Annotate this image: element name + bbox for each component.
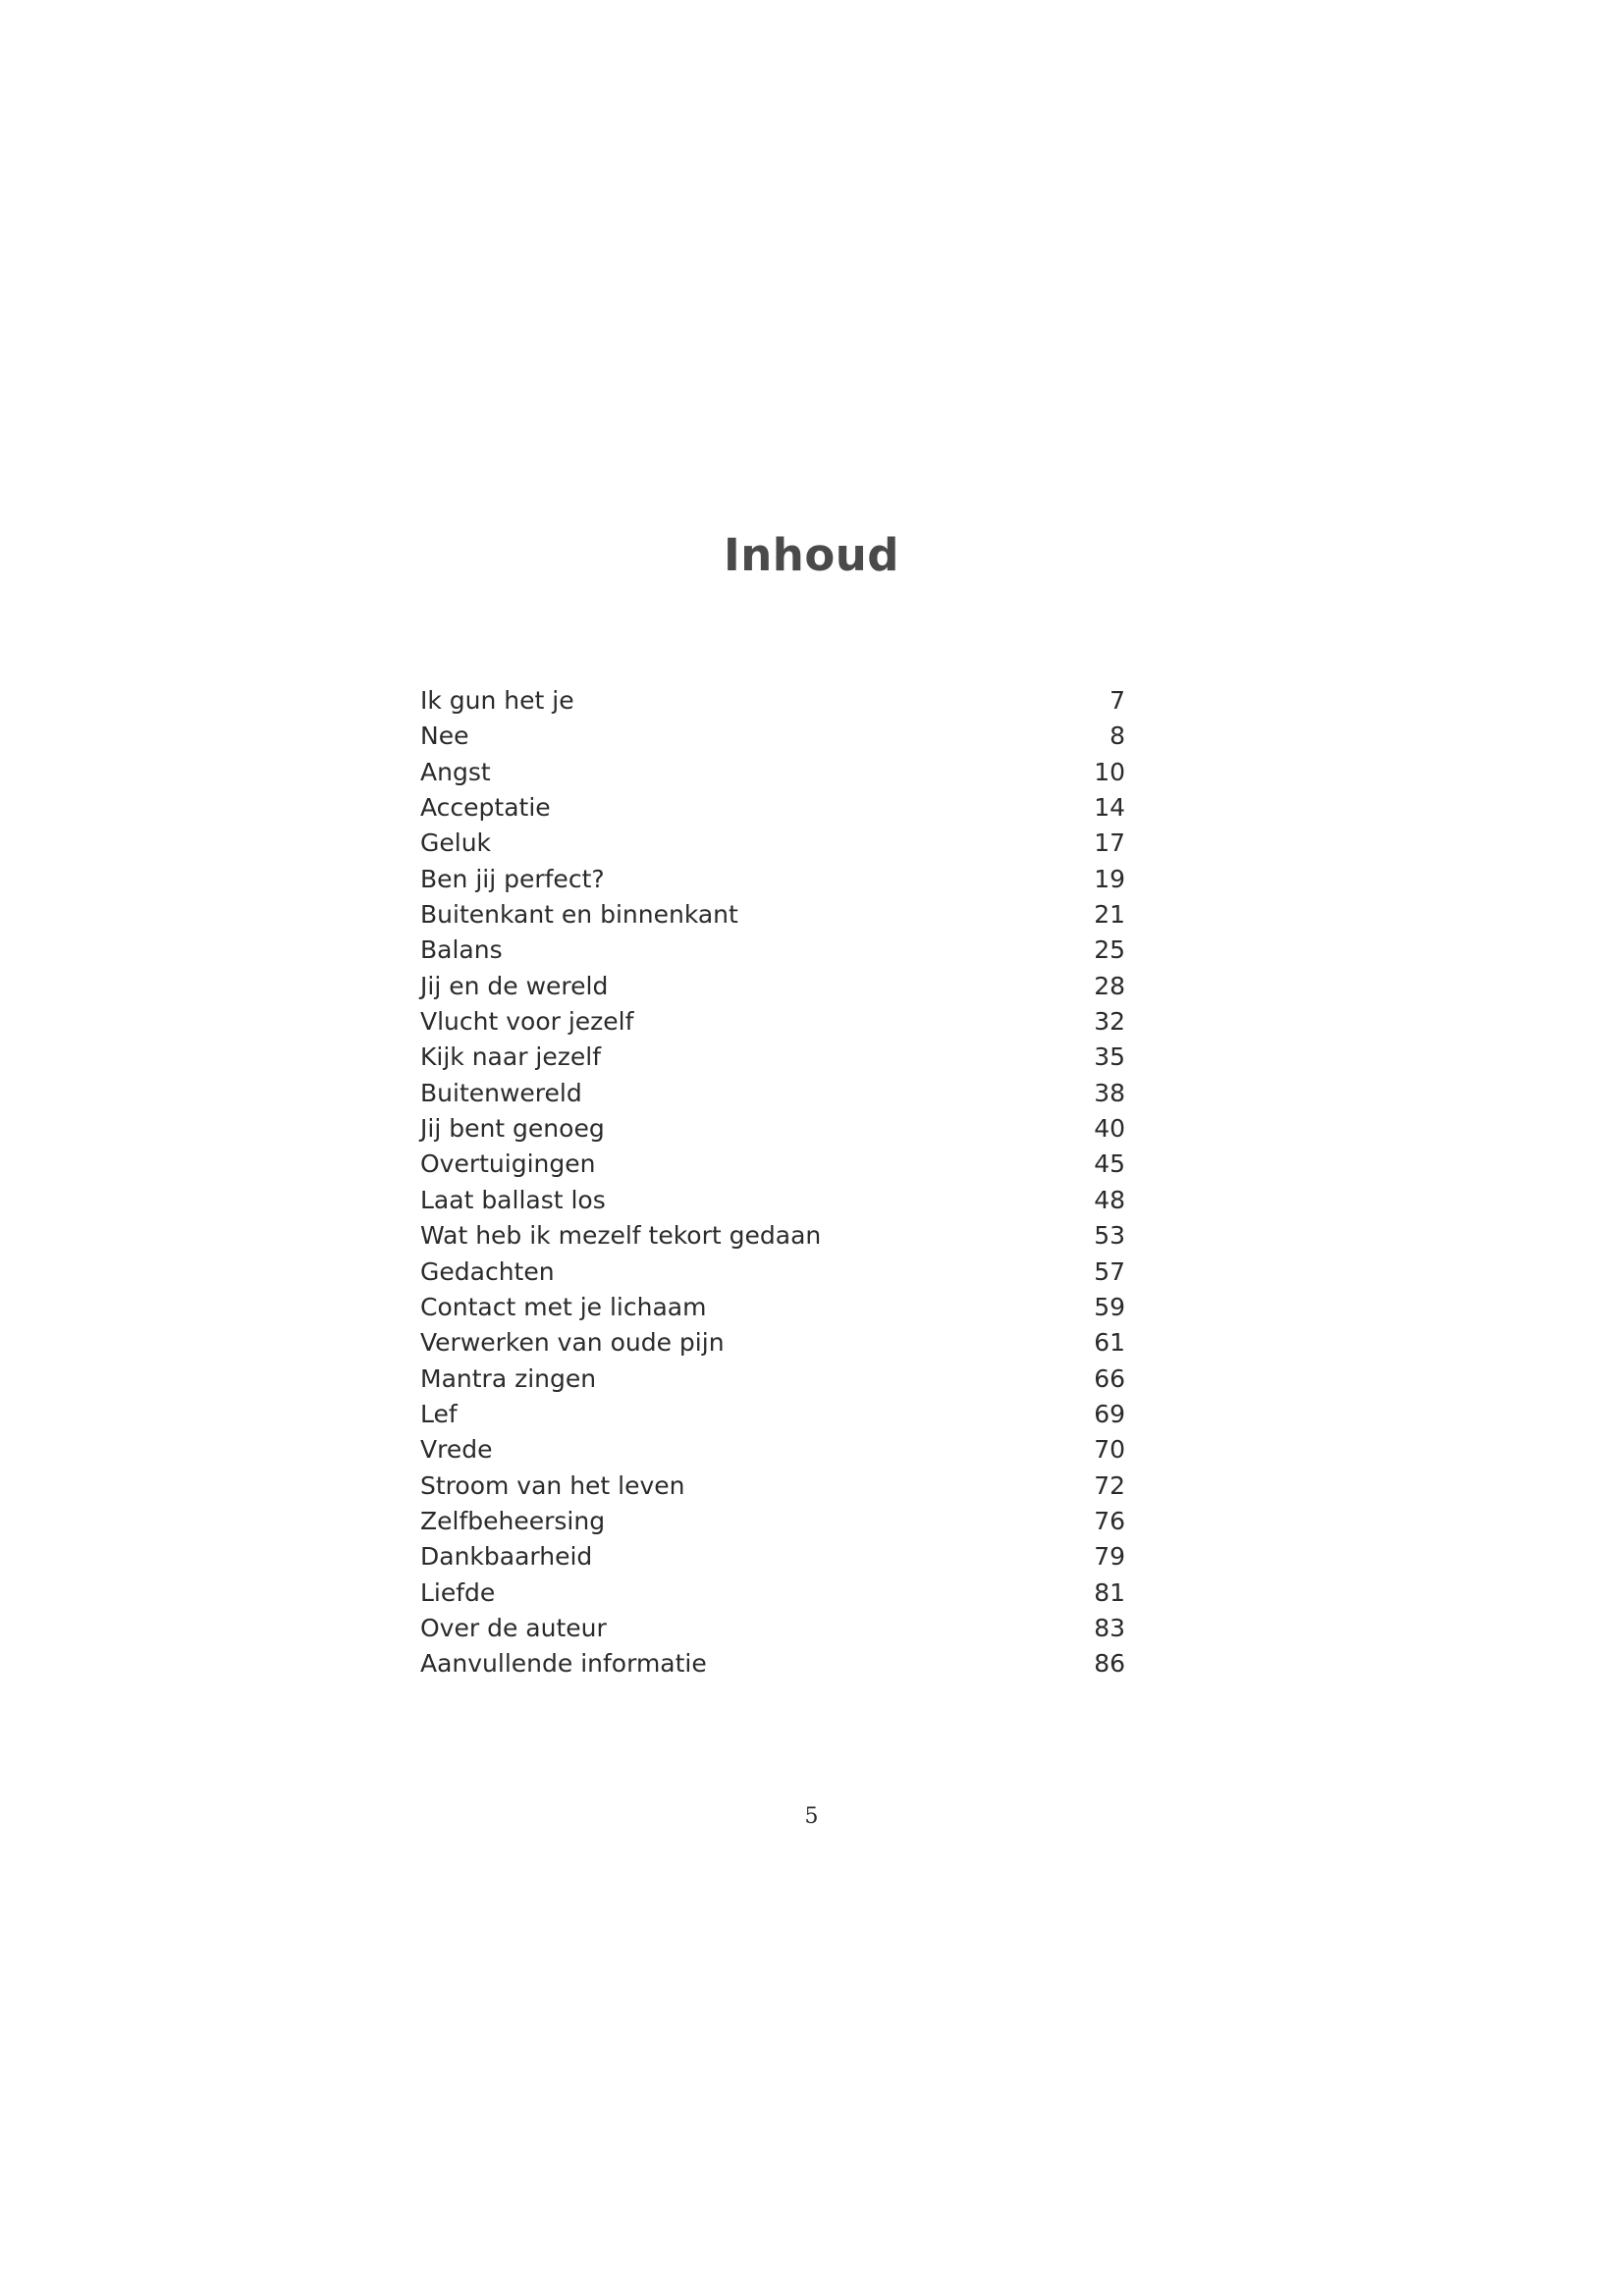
toc-entry[interactable] (420, 790, 1125, 826)
toc-entry[interactable] (420, 1255, 1125, 1290)
toc-entry-label: Jij bent genoeg (420, 1114, 605, 1144)
toc-entry-page: 59 (1094, 1292, 1125, 1321)
toc-entry-page: 79 (1094, 1542, 1125, 1572)
toc-entry-label: Buitenwereld (420, 1078, 582, 1107)
toc-entry[interactable] (420, 897, 1125, 933)
toc-entry-label: Over de auteur (420, 1613, 607, 1642)
toc-entry[interactable] (420, 1504, 1125, 1539)
toc-entry-page: 25 (1094, 935, 1125, 965)
toc-entry[interactable] (420, 755, 1125, 790)
toc-entry[interactable] (420, 1040, 1125, 1075)
toc-entry[interactable] (420, 1539, 1125, 1575)
toc-entry-label: Mantra zingen (420, 1363, 597, 1393)
toc-entry-label: Overtuigingen (420, 1149, 596, 1179)
toc-entry[interactable] (420, 1076, 1125, 1111)
toc-entry-page: 61 (1094, 1328, 1125, 1358)
toc-entry-label: Lef (420, 1399, 458, 1428)
toc-entry-page: 35 (1094, 1042, 1125, 1072)
toc-entry-label: Stroom van het leven (420, 1470, 685, 1500)
toc-entry[interactable] (420, 826, 1125, 861)
toc-entry-page: 81 (1094, 1577, 1125, 1607)
toc-entry-label: Ik gun het je (420, 686, 574, 715)
toc-entry-page: 17 (1094, 828, 1125, 858)
toc-entry-page: 40 (1094, 1114, 1125, 1144)
toc-entry-label: Zelfbeheersing (420, 1506, 606, 1535)
toc-entry-label: Balans (420, 935, 503, 965)
toc-entry[interactable] (420, 683, 1125, 719)
toc-entry-page: 10 (1094, 757, 1125, 786)
toc-entry[interactable] (420, 1290, 1125, 1325)
toc-entry-label: Jij en de wereld (420, 971, 609, 1000)
toc-entry[interactable] (420, 862, 1125, 897)
toc-entry[interactable] (420, 1611, 1125, 1646)
toc-entry-page: 14 (1094, 793, 1125, 823)
toc-entry-page: 72 (1094, 1470, 1125, 1500)
toc-entry[interactable] (420, 933, 1125, 968)
toc-entry-label: Acceptatie (420, 793, 551, 823)
toc-entry-label: Wat heb ik mezelf tekort gedaan (420, 1221, 822, 1251)
toc-entry[interactable] (420, 1325, 1125, 1361)
toc-entry[interactable] (420, 1575, 1125, 1611)
toc-entry[interactable] (420, 1183, 1125, 1218)
toc-entry-page: 38 (1094, 1078, 1125, 1107)
toc-entry[interactable] (420, 1432, 1125, 1468)
toc-entry-page: 76 (1094, 1506, 1125, 1535)
toc-entry-page: 66 (1094, 1363, 1125, 1393)
toc-entry-page: 57 (1094, 1256, 1125, 1286)
toc-entry-label: Dankbaarheid (420, 1542, 593, 1572)
toc-entry-page: 86 (1094, 1649, 1125, 1679)
toc-entry-page: 53 (1094, 1221, 1125, 1251)
toc-entry-label: Aanvullende informatie (420, 1649, 707, 1679)
toc-entry[interactable] (420, 1147, 1125, 1182)
toc-entry-label: Liefde (420, 1577, 496, 1607)
toc-entry-label: Laat ballast los (420, 1185, 606, 1214)
toc-entry-page: 69 (1094, 1399, 1125, 1428)
toc-entry-page: 70 (1094, 1435, 1125, 1465)
toc-entry-page: 28 (1094, 971, 1125, 1000)
toc-entry-page: 45 (1094, 1149, 1125, 1179)
page-number: 5 (804, 1804, 819, 1829)
toc-entry-label: Geluk (420, 828, 492, 858)
toc-entry-label: Vlucht voor jezelf (420, 1007, 634, 1037)
table-of-contents (420, 683, 1125, 1682)
toc-entry[interactable] (420, 1468, 1125, 1504)
toc-entry-page: 7 (1109, 686, 1125, 715)
toc-entry[interactable] (420, 1004, 1125, 1040)
toc-entry[interactable] (420, 969, 1125, 1004)
toc-entry[interactable] (420, 1111, 1125, 1147)
toc-entry-page: 32 (1094, 1007, 1125, 1037)
toc-entry-page: 83 (1094, 1613, 1125, 1642)
toc-entry[interactable] (420, 1397, 1125, 1432)
toc-entry-label: Verwerken van oude pijn (420, 1328, 725, 1358)
toc-entry-label: Vrede (420, 1435, 493, 1465)
toc-entry[interactable] (420, 1218, 1125, 1254)
toc-entry-page: 48 (1094, 1185, 1125, 1214)
page-title: Inhoud (724, 529, 899, 581)
toc-entry-label: Buitenkant en binnenkant (420, 900, 738, 930)
toc-entry-page: 19 (1094, 864, 1125, 893)
toc-entry[interactable] (420, 719, 1125, 754)
toc-entry-label: Nee (420, 721, 469, 751)
toc-entry[interactable] (420, 1362, 1125, 1397)
toc-entry-label: Ben jij perfect? (420, 864, 605, 893)
toc-entry[interactable] (420, 1646, 1125, 1682)
toc-entry-label: Gedachten (420, 1256, 555, 1286)
toc-entry-page: 8 (1109, 721, 1125, 751)
toc-entry-label: Contact met je lichaam (420, 1292, 707, 1321)
toc-entry-page: 21 (1094, 900, 1125, 930)
toc-entry-label: Kijk naar jezelf (420, 1042, 601, 1072)
toc-entry-label: Angst (420, 757, 491, 786)
